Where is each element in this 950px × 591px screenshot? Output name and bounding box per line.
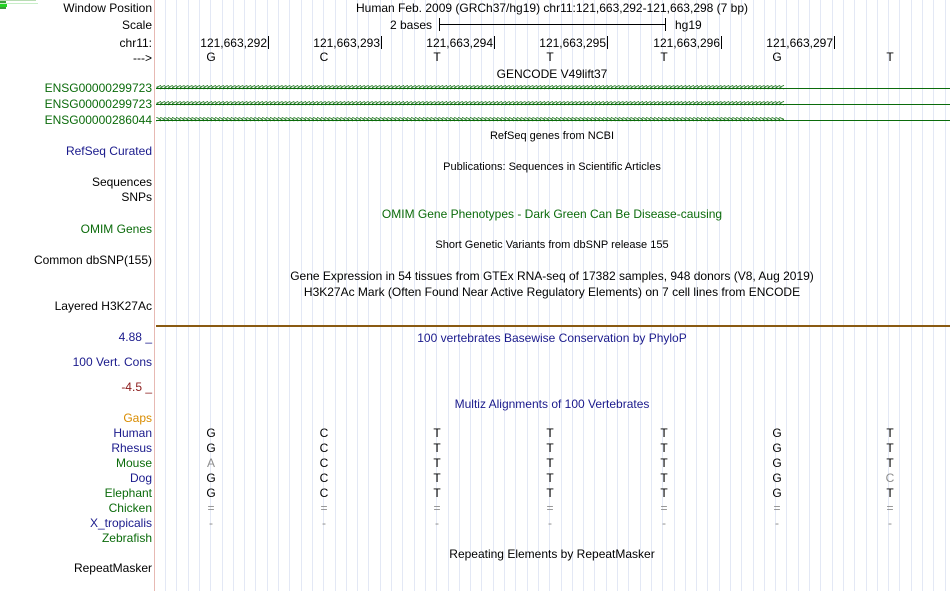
alignment-base: G [772, 441, 782, 455]
alignment-base: G [772, 426, 782, 440]
alignment-base: G [206, 471, 216, 485]
gene-label[interactable]: ENSG00000299723 [44, 81, 152, 95]
omim-genes-label[interactable]: OMIM Genes [80, 222, 152, 236]
vert-cons-label[interactable]: 100 Vert. Cons [72, 355, 152, 369]
alignment-base: T [546, 456, 554, 470]
h3k27ac-track-title: H3K27Ac Mark (Often Found Near Active Regulatory Elements) on 7 cell lines from ENCODE [303, 285, 801, 299]
dbsnp-track-title: Short Genetic Variants from dbSNP release 155 [435, 239, 669, 251]
window-position-text: Human Feb. 2009 (GRCh37/hg19) chr11:121,663,292-121,663,298 (7 bp) [355, 1, 749, 15]
species-label[interactable]: Chicken [108, 501, 152, 515]
publications-track-title: Publications: Sequences in Scientific Articles [443, 161, 661, 173]
alignment-base: G [206, 426, 216, 440]
reference-base: G [206, 50, 216, 64]
alignment-base: C [319, 441, 329, 455]
alignment-base: C [885, 471, 895, 485]
alignment-base: T [546, 486, 554, 500]
repeatmasker-track-title: Repeating Elements by RepeatMasker [449, 547, 655, 561]
alignment-base: - [322, 516, 326, 530]
ruler-tick [607, 36, 608, 49]
alignment-base: - [662, 516, 666, 530]
scale-bar-right-cap [665, 18, 666, 31]
refseq-track-title: RefSeq genes from NCBI [489, 130, 615, 142]
phylop-track-title: 100 vertebrates Basewise Conservation by PhyloP [417, 331, 687, 345]
sequences-label[interactable]: Sequences [91, 175, 152, 189]
phylop-min-label: -4.5 _ [121, 380, 152, 394]
alignment-base: = [320, 501, 328, 515]
h3k27ac-signal [156, 325, 950, 327]
species-label[interactable]: Rhesus [111, 441, 152, 455]
alignment-base: T [660, 471, 668, 485]
omim-track-title: OMIM Gene Phenotypes - Dark Green Can Be Disease-causing [381, 207, 723, 221]
ruler-coordinate: 121,663,296 [653, 36, 720, 50]
scale-bar [439, 24, 666, 25]
alignment-base: T [886, 441, 894, 455]
scale-assembly: hg19 [675, 18, 702, 32]
multiz-track-title: Multiz Alignments of 100 Vertebrates [454, 397, 650, 411]
alignment-base: - [435, 516, 439, 530]
phylop-max-label: 4.88 _ [118, 330, 152, 344]
species-label[interactable]: Human [113, 426, 152, 440]
alignment-base: T [433, 471, 441, 485]
alignment-base: T [886, 486, 894, 500]
alignment-base: C [319, 426, 329, 440]
alignment-base: = [886, 501, 894, 515]
alignment-base: G [772, 471, 782, 485]
alignment-base: - [209, 516, 213, 530]
common-dbsnp-label[interactable]: Common dbSNP(155) [33, 253, 152, 267]
alignment-base: G [772, 456, 782, 470]
alignment-base: = [207, 501, 215, 515]
species-label[interactable]: X_tropicalis [89, 516, 152, 530]
ruler-coordinate: 121,663,293 [313, 36, 380, 50]
ruler-coordinate: 121,663,297 [766, 36, 833, 50]
alignment-base: T [886, 426, 894, 440]
ruler-tick [721, 36, 722, 49]
alignment-base: C [319, 456, 329, 470]
reference-base: T [886, 50, 894, 64]
alignment-base: T [433, 426, 441, 440]
scale-value: 2 bases [390, 18, 433, 32]
alignment-base: C [319, 486, 329, 500]
species-label[interactable]: Elephant [104, 486, 152, 500]
label-pane-divider [154, 0, 155, 591]
reference-base: T [660, 50, 668, 64]
species-label[interactable]: Dog [129, 471, 152, 485]
alignment-base: = [660, 501, 668, 515]
alignment-base: T [660, 456, 668, 470]
reference-base: G [772, 50, 782, 64]
chromosome-label[interactable]: chr11: [119, 36, 152, 50]
gene-label[interactable]: ENSG00000299723 [44, 97, 152, 111]
reference-base: C [319, 50, 329, 64]
layered-h3k27ac-label[interactable]: Layered H3K27Ac [54, 299, 152, 313]
gaps-label[interactable]: Gaps [123, 411, 152, 425]
alignment-base: T [546, 471, 554, 485]
alignment-base: T [433, 456, 441, 470]
window-position-label[interactable]: Window Position [63, 1, 152, 15]
gtex-track-title: Gene Expression in 54 tissues from GTEx RNA-seq of 17382 samples, 948 donors (V8, Aug 2019) [290, 269, 814, 283]
alignment-base: T [660, 486, 668, 500]
alignment-base: G [772, 486, 782, 500]
ruler-tick [381, 36, 382, 49]
species-label[interactable]: Mouse [115, 456, 152, 470]
ruler-tick [268, 36, 269, 49]
plus-strand-arrows[interactable]: >>>>>>>>>>>>>>>>>>>>>>>>>>>>>>>>>>>>>>>>>>>>>>>>>>>>>>>>>>>>>>>>>>>>>>>>>>>>>>>>>>>>>>>>>>>>>>>>>>>>>>>>>>>>>>>>>>>>>>>>>>>>>>>>>>>>>>>>>>>>>>>>>>>>>>>>>>>>>>>> [156, 115, 783, 125]
strand-direction-label[interactable]: ---> [133, 51, 152, 65]
ruler-tick [834, 36, 835, 49]
alignment-base: G [206, 441, 216, 455]
alignment-base: T [886, 456, 894, 470]
reference-base: T [433, 50, 441, 64]
gene-label[interactable]: ENSG00000286044 [44, 113, 152, 127]
alignment-base: T [433, 441, 441, 455]
alignment-base: T [433, 486, 441, 500]
alignment-base: T [546, 426, 554, 440]
alignment-base: = [773, 501, 781, 515]
phylop-score-bar [0, 7, 6, 9]
minus-strand-arrows[interactable]: <<<<<<<<<<<<<<<<<<<<<<<<<<<<<<<<<<<<<<<<<<<<<<<<<<<<<<<<<<<<<<<<<<<<<<<<<<<<<<<<<<<<<<<<<<<<<<<<<<<<<<<<<<<<<<<<<<<<<<<<<<<<<<<<<<<<<<<<<<<<<<<<<<<<<<<<<<<<<<<< [156, 83, 783, 93]
refseq-curated-label[interactable]: RefSeq Curated [65, 144, 152, 158]
ruler-tick [494, 36, 495, 49]
snps-label[interactable]: SNPs [121, 190, 152, 204]
alignment-base: - [548, 516, 552, 530]
reference-base: T [546, 50, 554, 64]
alignment-base: T [660, 441, 668, 455]
alignment-base: - [775, 516, 779, 530]
ruler-coordinate: 121,663,292 [200, 36, 267, 50]
gencode-track-title: GENCODE V49lift37 [496, 67, 608, 81]
repeatmasker-label[interactable]: RepeatMasker [73, 561, 152, 575]
alignment-base: G [206, 486, 216, 500]
ruler-coordinate: 121,663,295 [539, 36, 606, 50]
alignment-base: = [546, 501, 554, 515]
species-label[interactable]: Zebrafish [101, 531, 152, 545]
alignment-base: C [319, 471, 329, 485]
minus-strand-arrows[interactable]: <<<<<<<<<<<<<<<<<<<<<<<<<<<<<<<<<<<<<<<<<<<<<<<<<<<<<<<<<<<<<<<<<<<<<<<<<<<<<<<<<<<<<<<<<<<<<<<<<<<<<<<<<<<<<<<<<<<<<<<<<<<<<<<<<<<<<<<<<<<<<<<<<<<<<<<<<<<<<<<< [156, 99, 783, 109]
alignment-base: = [433, 501, 441, 515]
alignment-base: T [660, 426, 668, 440]
ruler-coordinate: 121,663,294 [426, 36, 493, 50]
alignment-base: - [888, 516, 892, 530]
alignment-base: A [206, 456, 216, 470]
alignment-base: T [546, 441, 554, 455]
scale-label[interactable]: Scale [121, 18, 152, 32]
